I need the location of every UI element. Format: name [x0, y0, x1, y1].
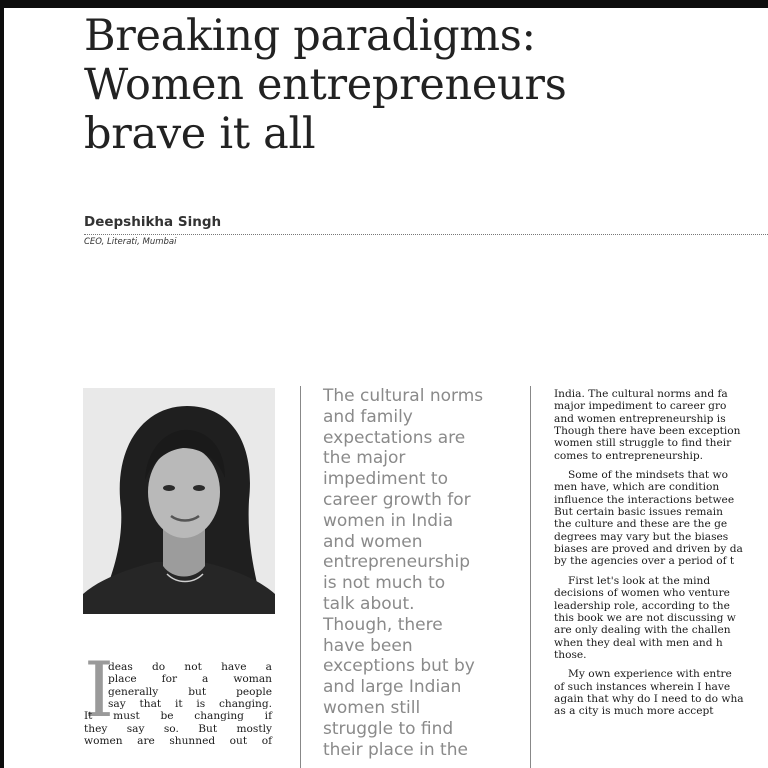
pull-quote-line: struggle to find — [323, 718, 454, 739]
body-line: place for a woman — [108, 673, 272, 686]
body-line: women are shunned out of — [84, 735, 272, 748]
body-line: when they deal with men and h — [554, 636, 723, 649]
pull-quote-line: expectations are — [323, 427, 466, 448]
pull-quote-line: women still — [323, 697, 421, 718]
author-title: CEO, Literati, Mumbai — [84, 237, 177, 247]
body-column-right — [554, 388, 768, 718]
body-line: major impediment to career gro — [554, 400, 727, 413]
column-divider — [300, 386, 301, 768]
body-line: But certain basic issues remain — [554, 506, 723, 519]
pull-quote-line: is not much to — [323, 573, 446, 594]
author-portrait-icon — [83, 388, 275, 614]
pull-quote-line: The cultural norms — [323, 386, 484, 406]
body-line: generally but people — [108, 685, 272, 698]
pull-quote-line: their place in the — [323, 739, 468, 760]
body-line: influence the interactions betwee — [554, 493, 735, 506]
body-line: Though there have been exception — [554, 425, 741, 438]
headline-line: Breaking paradigms: — [84, 11, 536, 61]
pull-quote-line: talk about. — [323, 593, 415, 614]
body-column-left — [84, 645, 272, 748]
body-line: deas do not have a — [108, 661, 272, 673]
pull-quote-line: and large Indian — [323, 677, 462, 698]
article-headline — [84, 12, 764, 159]
body-line: are only dealing with the challen — [554, 624, 731, 637]
paragraph-gap — [554, 661, 768, 668]
author-photo — [83, 388, 275, 614]
page-left-border — [0, 0, 4, 768]
pull-quote-line: Though, there — [323, 614, 443, 635]
drop-cap: I — [84, 645, 115, 734]
pull-quote-line: entrepreneurship — [323, 552, 470, 573]
body-line: leadership role, according to the — [554, 599, 730, 612]
body-line: My own experience with entre — [568, 668, 732, 681]
body-line: the culture and these are the ge — [554, 518, 728, 531]
pull-quote-line: have been — [323, 635, 413, 656]
body-line: again that why do I need to do wha — [554, 692, 744, 705]
body-line: as a city is much more accept — [554, 705, 714, 718]
body-line: of such instances wherein I have — [554, 680, 731, 693]
body-line: and women entrepreneurship is — [554, 412, 726, 425]
paragraph-gap — [554, 462, 768, 469]
pull-quote-line: exceptions but by — [323, 656, 475, 677]
body-line: this book we are not discussing w — [554, 611, 736, 624]
paragraph-gap — [554, 568, 768, 575]
pull-quote-line: women in India — [323, 510, 454, 531]
body-line: Some of the mindsets that wo — [568, 469, 728, 482]
body-line: those. — [554, 648, 587, 661]
pull-quote-line: and family — [323, 406, 413, 427]
body-line: they say so. But mostly — [84, 722, 272, 735]
column-divider — [530, 386, 531, 768]
pull-quote-line: career growth for — [323, 489, 471, 510]
body-line: India. The cultural norms and fa — [554, 388, 728, 400]
body-line: degrees may vary but the biases — [554, 530, 729, 543]
pull-quote-line: and women — [323, 531, 423, 552]
body-line: decisions of women who venture — [554, 587, 730, 600]
body-line: It must be changing if — [84, 710, 272, 723]
body-line: men have, which are condition — [554, 481, 720, 494]
headline-line: Women entrepreneurs — [84, 60, 567, 110]
pull-quote — [323, 386, 523, 760]
byline-divider — [84, 234, 768, 235]
page-top-border — [0, 0, 768, 8]
author-name: Deepshikha Singh — [84, 214, 222, 230]
body-line: biases are proved and driven by da — [554, 543, 743, 556]
pull-quote-line: impediment to — [323, 469, 448, 490]
headline-line: brave it all — [84, 109, 316, 159]
body-line: First let's look at the mind — [568, 574, 711, 587]
body-line: comes to entrepreneurship. — [554, 449, 704, 462]
body-line: by the agencies over a period of t — [554, 555, 735, 568]
body-line: say that it is changing. — [108, 698, 272, 711]
body-line: women still struggle to find their — [554, 437, 732, 450]
pull-quote-line: the major — [323, 448, 406, 469]
